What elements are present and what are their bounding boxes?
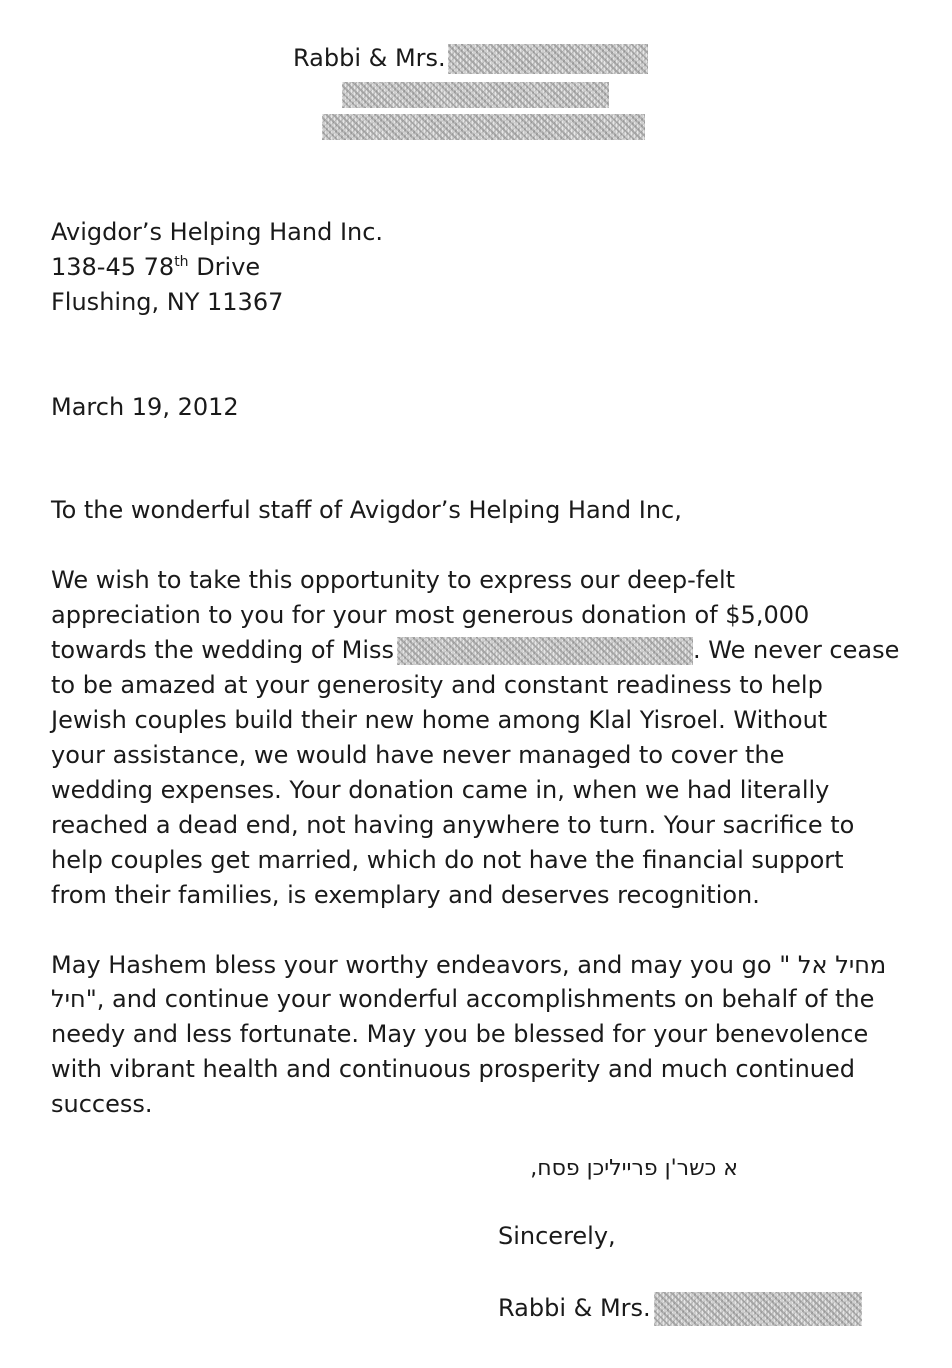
recipient-city: Flushing, NY 11367: [51, 288, 284, 316]
hebrew-closing-greeting: א כשר'ן פרייליכן פסח,: [530, 1156, 738, 1181]
paragraph1-line: wedding expenses. Your donation came in, when we had literally: [51, 776, 830, 804]
redacted-address-line-1: [342, 82, 609, 108]
paragraph1-line-text: . We never cease: [693, 636, 900, 664]
paragraph1-line: help couples get married, which do not have the financial support: [51, 846, 844, 874]
paragraph2-line: needy and less fortunate. May you be blessed for your benevolence: [51, 1020, 869, 1048]
paragraph2-hebrew-text: חיל: [51, 985, 86, 1013]
recipient-name: Avigdor’s Helping Hand Inc.: [51, 218, 384, 246]
paragraph1-line: appreciation to you for your most generous donation of $5,000: [51, 601, 810, 629]
recipient-street-number: 138-45 78: [51, 253, 175, 281]
signature: [498, 1292, 862, 1326]
salutation: To the wonderful staff of Avigdor’s Helping Hand Inc,: [51, 496, 682, 524]
paragraph2-line: [51, 951, 886, 979]
signature-prefix: Rabbi & Mrs.: [498, 1294, 651, 1322]
paragraph2-hebrew-text: מחיל אל: [797, 951, 887, 979]
letterhead-sender-prefix: Rabbi & Mrs.: [293, 44, 446, 72]
paragraph2-line: success.: [51, 1090, 153, 1118]
recipient-street-suffix: th: [174, 254, 189, 270]
letterhead-sender: [293, 44, 648, 74]
paragraph1-line: to be amazed at your generosity and constant readiness to help: [51, 671, 823, 699]
paragraph2-line: with vibrant health and continuous prosperity and much continued: [51, 1055, 856, 1083]
redacted-signature-name: [654, 1292, 862, 1326]
recipient-street: [51, 253, 260, 281]
letter-date: March 19, 2012: [51, 393, 239, 421]
paragraph1-line-text: towards the wedding of Miss: [51, 636, 395, 664]
paragraph1-line: We wish to take this opportunity to express our deep-felt: [51, 566, 736, 594]
paragraph2-line-text: ", and continue your wonderful accomplishments on behalf of the: [85, 985, 875, 1013]
redacted-bride-name: [397, 637, 693, 665]
paragraph1-line: reached a dead end, not having anywhere to turn. Your sacrifice to: [51, 811, 855, 839]
paragraph1-line: from their families, is exemplary and deserves recognition.: [51, 881, 760, 909]
recipient-street-name: Drive: [196, 253, 261, 281]
paragraph2-line-text: May Hashem bless your worthy endeavors, and may you go ": [51, 951, 791, 979]
redacted-sender-name: [448, 44, 648, 74]
paragraph1-line: your assistance, we would have never managed to cover the: [51, 741, 785, 769]
paragraph1-line: Jewish couples build their new home among Klal Yisroel. Without: [51, 706, 828, 734]
closing-sincerely: Sincerely,: [498, 1222, 616, 1250]
paragraph1-line: [51, 636, 899, 665]
redacted-address-line-2: [322, 114, 645, 140]
paragraph2-line: [51, 985, 874, 1013]
